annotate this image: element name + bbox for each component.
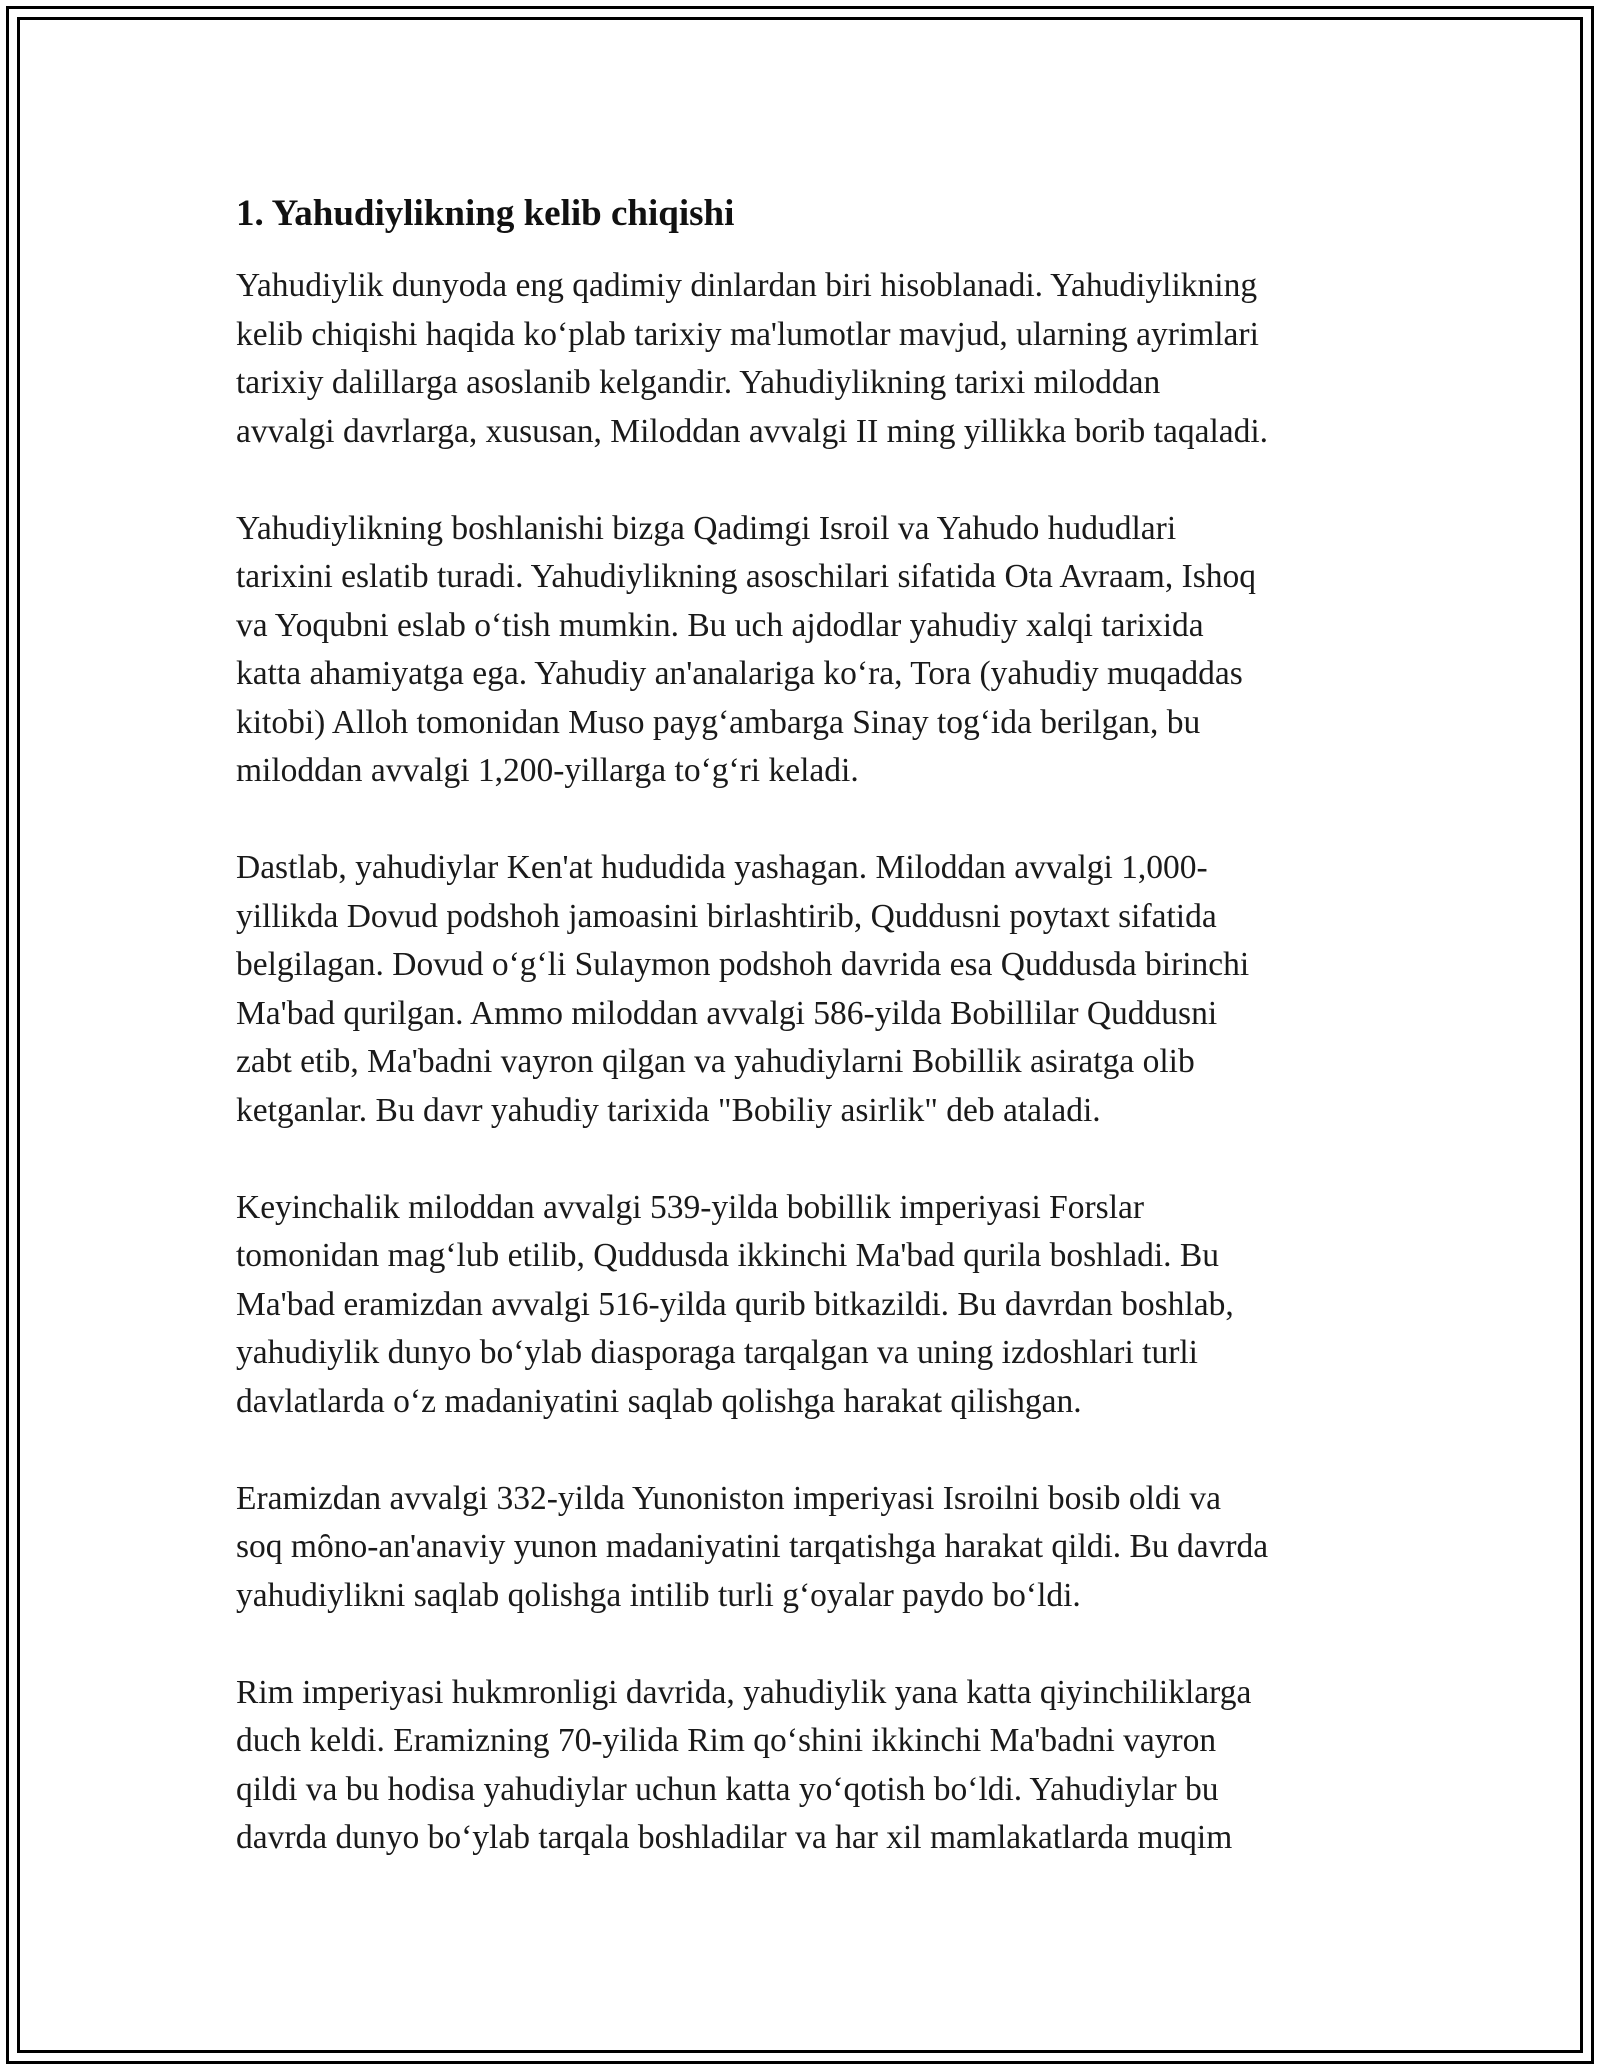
paragraph-second-temple: Keyinchalik miloddan avvalgi 539-yilda bobillik imperiyasi Forslar tomonidan magʻlub etilib, Quddusda ikkinchi Ma'bad qurila boshladi. Bu Ma'bad eramizdan avvalgi 516-yilda qurib bitkazildi. Bu davrdan boshlab, yahudiylik dunyo boʻylab diasporaga tarqalgan va uning izdoshlari turli davlatlarda oʻz madaniyatini saqlab qolishga harakat qilishgan. — [236, 1188, 1234, 1420]
paragraph-early-kingdom: Dastlab, yahudiylar Ken'at hududida yashagan. Miloddan avvalgi 1,000- yillikda Dovud podshoh jamoasini birlashtirib, Quddusni poytaxt sifatida belgilagan. Dovud oʻgʻli Sulaymon podshoh davrida esa Quddusda birinchi Ma'bad qurilgan. Ammo miloddan avvalgi 586-yilda Bobillilar Quddusni zabt etib, Ma'badni vayron qilgan va yahudiylarni Bobillik asiratga olib ketganlar. Bu davr yahudiy tarixida "Bobiliy asirlik" deb ataladi. — [236, 849, 1250, 1129]
document-body — [236, 190, 1386, 1911]
section-heading: 1. Yahudiylikning kelib chiqishi — [236, 193, 735, 234]
paragraph-beginnings: Yahudiylikning boshlanishi bizga Qadimgi Isroil va Yahudo hududlari tarixini eslatib turadi. Yahudiylikning asoschilari sifatida Ota Avraam, Ishoq va Yoqubni eslab oʻtish mumkin. Bu uch ajdodlar yahudiy xalqi tarixida katta ahamiyatga ega. Yahudiy an'analariga koʻra, Tora (yahudiy muqaddas kitobi) Alloh tomonidan Muso paygʻambarga Sinay togʻida berilgan, bu miloddan avvalgi 1,200-yillarga toʻgʻri keladi. — [236, 509, 1257, 789]
paragraph-roman-period: Rim imperiyasi hukmronligi davrida, yahudiylik yana katta qiyinchiliklarga duch keldi. Eramizning 70-yilida Rim qoʻshini ikkinchi Ma'badni vayron qildi va bu hodisa yahudiylar uchun katta yoʻqotish boʻldi. Yahudiylar bu davrda dunyo boʻylab tarqala boshladilar va har xil mamlakatlarda muqim — [236, 1673, 1252, 1856]
paragraph-origins: Yahudiylik dunyoda eng qadimiy dinlardan biri hisoblanadi. Yahudiylikning kelib chiqishi haqida koʻplab tarixiy ma'lumotlar mavjud, ularning ayrimlari tarixiy dalillarga asoslanib kelgandir. Yahudiylikning tarixi miloddan avvalgi davrlarga, xususan, Miloddan avvalgi II ming yillikka borib taqaladi. — [236, 267, 1269, 450]
paragraph-greek-period: Eramizdan avvalgi 332-yilda Yunoniston imperiyasi Isroilni bosib oldi va soq mȏno-an'anaviy yunon madaniyatini tarqatishga harakat qildi. Bu davrda yahudiylikni saqlab qolishga intilib turli gʻoyalar paydo boʻldi. — [236, 1479, 1269, 1614]
